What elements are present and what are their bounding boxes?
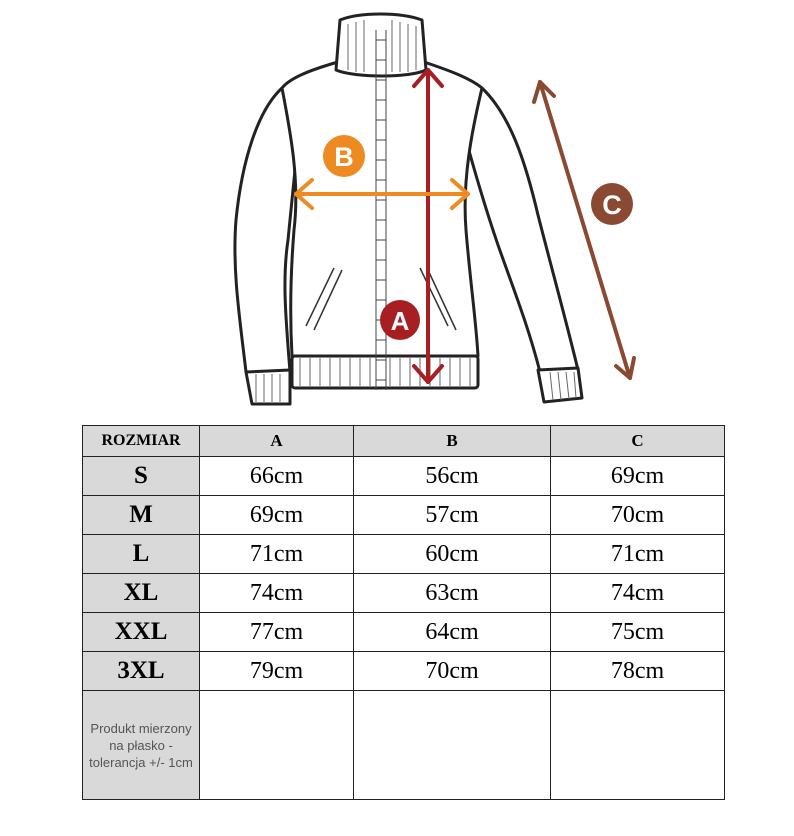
table-header-row: [83, 426, 725, 457]
size-cell: XL: [83, 574, 200, 613]
left-cuff: [246, 370, 290, 404]
value-c: 70cm: [551, 496, 725, 535]
value-c: 69cm: [551, 457, 725, 496]
value-c: 78cm: [551, 652, 725, 691]
table-note-row: [83, 691, 725, 800]
value-a: 66cm: [200, 457, 354, 496]
measure-c-label: C: [602, 190, 622, 220]
header-c: C: [551, 426, 725, 457]
table-row: [83, 574, 725, 613]
value-b: 70cm: [354, 652, 551, 691]
header-b: B: [354, 426, 551, 457]
table-row: [83, 496, 725, 535]
size-cell: 3XL: [83, 652, 200, 691]
right-sleeve: [462, 88, 578, 372]
size-cell: M: [83, 496, 200, 535]
value-a: 79cm: [200, 652, 354, 691]
table-row: [83, 613, 725, 652]
value-a: 74cm: [200, 574, 354, 613]
table-row: [83, 457, 725, 496]
size-cell: XXL: [83, 613, 200, 652]
value-b: 56cm: [354, 457, 551, 496]
value-b: 60cm: [354, 535, 551, 574]
measure-b-label: B: [334, 142, 354, 172]
value-c: 75cm: [551, 613, 725, 652]
size-cell: S: [83, 457, 200, 496]
collar: [336, 14, 426, 76]
header-a: A: [200, 426, 354, 457]
table-row: [83, 535, 725, 574]
value-b: 64cm: [354, 613, 551, 652]
measure-a-label: A: [390, 306, 410, 336]
empty-cell: [551, 691, 725, 800]
header-size: ROZMIAR: [83, 426, 200, 457]
value-b: 63cm: [354, 574, 551, 613]
value-a: 77cm: [200, 613, 354, 652]
value-c: 74cm: [551, 574, 725, 613]
size-chart-table: [82, 425, 725, 800]
size-cell: L: [83, 535, 200, 574]
value-a: 71cm: [200, 535, 354, 574]
measurement-note: Produkt mierzony na płasko - tolerancja +/- 1cm: [83, 691, 200, 800]
value-c: 71cm: [551, 535, 725, 574]
value-a: 69cm: [200, 496, 354, 535]
empty-cell: [354, 691, 551, 800]
table-row: [83, 652, 725, 691]
value-b: 57cm: [354, 496, 551, 535]
empty-cell: [200, 691, 354, 800]
